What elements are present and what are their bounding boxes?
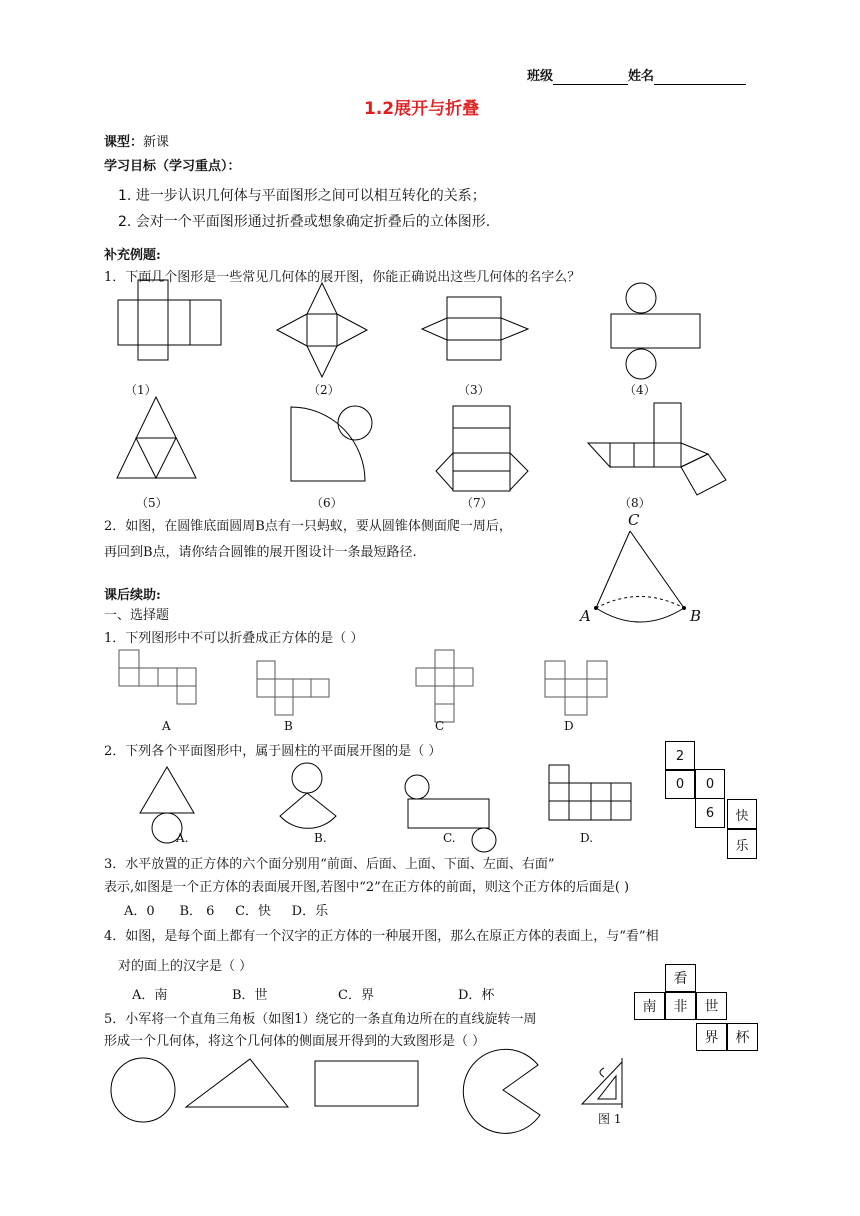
fig-label-4: （4） bbox=[624, 383, 656, 397]
example-q2-line2: 再回到B点，请你结合圆锥的展开图设计一条最短路径. bbox=[104, 545, 417, 560]
net-7-prism bbox=[436, 406, 528, 491]
example-q1: 1．下面几个图形是一些常见几何体的展开图，你能正确说出这些几何体的名字么？ bbox=[104, 270, 581, 285]
hw-q3-line1: 3．水平放置的正方体的六个面分别用“前面、后面、上面、下面、左面、右面” bbox=[104, 857, 555, 872]
q4-cell: 南 bbox=[634, 992, 665, 1020]
hw-q2-fig-b bbox=[280, 763, 336, 828]
fig1-label: 图 1 bbox=[598, 1112, 622, 1126]
hw-q1-net-c bbox=[416, 650, 473, 722]
net-2-pyramid bbox=[277, 283, 367, 377]
q4-cell: 非 bbox=[665, 992, 696, 1020]
class-label: 班级 bbox=[527, 69, 554, 84]
fig-label-1: （1） bbox=[125, 383, 157, 397]
q3-cell: 6 bbox=[695, 798, 725, 828]
cone-label-c: C bbox=[628, 511, 640, 529]
q3-cell: 2 bbox=[665, 741, 695, 771]
objective-1: 1. 进一步认识几何体与平面图形之间可以相互转化的关系； bbox=[118, 188, 486, 204]
homework-heading: 课后续助: bbox=[104, 588, 161, 603]
hw-q4-option-a[interactable]: A．南 bbox=[132, 988, 168, 1003]
net-3-prism bbox=[422, 297, 528, 360]
name-label: 姓名 bbox=[628, 69, 655, 84]
fig-label-3: （3） bbox=[458, 383, 490, 397]
hw-q5-line2: 形成一个几何体，将这个几何体的侧面展开得到的大致图形是（ ） bbox=[104, 1034, 486, 1049]
hw-q2-option-b[interactable]: B. bbox=[314, 831, 327, 845]
hw-q2: 2．下列各个平面图形中，属于圆柱的平面展开图的是（ ） bbox=[104, 744, 442, 759]
hw-q4-option-c[interactable]: C．界 bbox=[338, 988, 374, 1003]
hw-q5-line1: 5．小军将一个直角三角板（如图1）绕它的一条直角边所在的直线旋转一周 bbox=[104, 1012, 537, 1027]
q5-shape-rectangle bbox=[315, 1061, 418, 1106]
lesson-type-label: 课型： bbox=[104, 135, 144, 150]
hw-q2-option-c[interactable]: C. bbox=[443, 831, 456, 845]
hw-q1-option-a[interactable]: A bbox=[162, 719, 171, 733]
q3-cell: 乐 bbox=[727, 829, 757, 859]
objective-2: 2. 会对一个平面图形通过折叠或想象确定折叠后的立体图形. bbox=[118, 214, 491, 230]
examples-heading: 补充例题: bbox=[104, 248, 161, 263]
hw-q3-line2: 表示,如图是一个正方体的表面展开图,若图中“2”在正方体的前面，则这个正方体的后面是( ) bbox=[104, 880, 630, 895]
fig-label-5: （5） bbox=[136, 496, 168, 510]
fig-label-8: （8） bbox=[619, 496, 651, 510]
q5-shape-triangle bbox=[186, 1059, 288, 1107]
q3-cell: 快 bbox=[727, 799, 757, 829]
q3-cell: 0 bbox=[695, 769, 725, 799]
lesson-type-value: 新课 bbox=[143, 135, 170, 150]
hw-q2-option-a[interactable]: A. bbox=[176, 831, 189, 845]
q5-shape-circle bbox=[111, 1058, 175, 1122]
hw-q1-net-d bbox=[545, 661, 607, 715]
hw-q4-line1: 4．如图，是每个面上都有一个汉字的正方体的一种展开图，那么在原正方体的表面上，与“看”相 bbox=[104, 929, 659, 944]
q4-cell: 界 bbox=[696, 1023, 727, 1051]
hw-q2-fig-d bbox=[549, 765, 631, 820]
q4-cell: 杯 bbox=[727, 1023, 758, 1051]
fig-label-6: （6） bbox=[311, 496, 343, 510]
cone-figure bbox=[594, 531, 686, 622]
q5-fig1-triangle bbox=[582, 1058, 622, 1108]
hw-q1-net-b bbox=[257, 661, 329, 715]
net-5-tetrahedron bbox=[117, 397, 196, 478]
fig-label-7: （7） bbox=[461, 496, 493, 510]
hw-q1-option-b[interactable]: B bbox=[284, 719, 293, 733]
hw-q1-net-a bbox=[119, 650, 196, 704]
q5-shape-sector bbox=[463, 1049, 540, 1133]
cone-label-b: B bbox=[690, 607, 702, 625]
net-1-cube bbox=[118, 280, 221, 360]
q3-cell: 0 bbox=[665, 769, 695, 799]
q4-cell: 看 bbox=[665, 964, 696, 992]
hw-q3-options[interactable]: A．0 B． 6 C．快 D．乐 bbox=[124, 904, 329, 919]
hw-q4-line2: 对的面上的汉字是（ ） bbox=[118, 959, 253, 974]
objectives-heading: 学习目标（学习重点）： bbox=[104, 159, 241, 174]
hw-q4-option-d[interactable]: D．杯 bbox=[458, 988, 495, 1003]
cone-label-a: A bbox=[580, 607, 591, 625]
hw-q1-option-d[interactable]: D bbox=[564, 719, 574, 733]
hw-q1-option-c[interactable]: C bbox=[435, 719, 445, 733]
net-8 bbox=[588, 403, 726, 495]
hw-q2-option-d[interactable]: D. bbox=[580, 831, 594, 845]
hw-q4-option-b[interactable]: B．世 bbox=[232, 988, 268, 1003]
fig-label-2: （2） bbox=[308, 383, 340, 397]
hw-q1: 1．下列图形中不可以折叠成正方体的是（ ） bbox=[104, 631, 364, 646]
example-q2-line1: 2．如图，在圆锥底面圆周B点有一只蚂蚁，要从圆锥体侧面爬一周后， bbox=[104, 519, 512, 534]
homework-section: 一、选择题 bbox=[104, 608, 170, 623]
net-6-cone bbox=[291, 406, 372, 481]
net-4-cylinder bbox=[611, 283, 700, 379]
page-title: 1.2展开与折叠 bbox=[364, 99, 480, 119]
q4-cell: 世 bbox=[696, 992, 727, 1020]
